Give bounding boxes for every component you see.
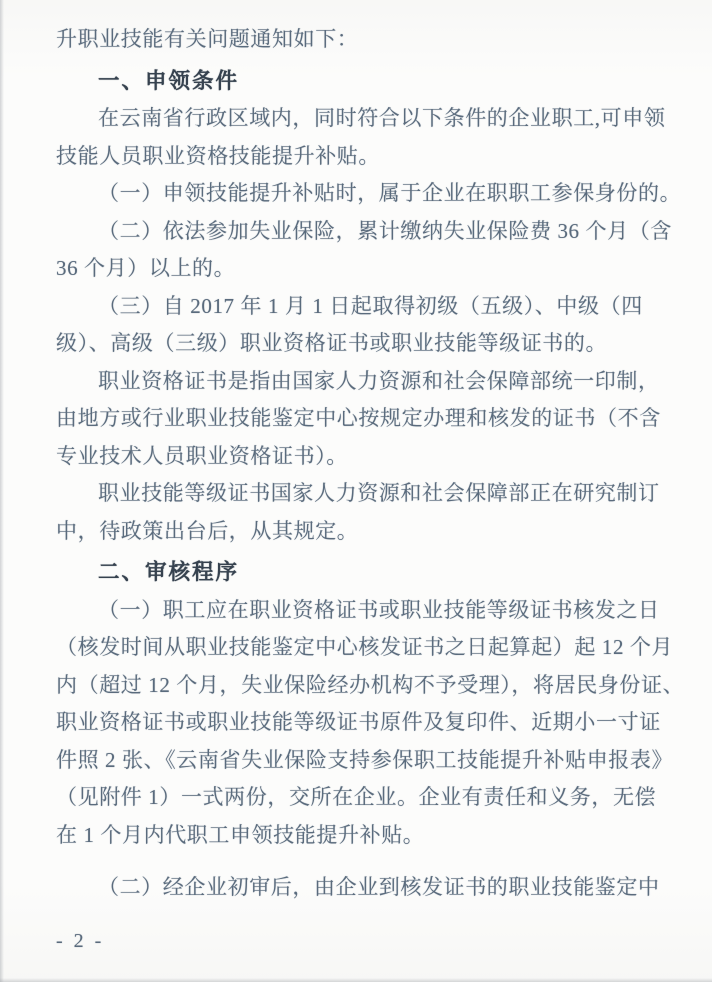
- text-line: （一）职工应在职业资格证书或职业技能等级证书核发之日: [98, 597, 660, 622]
- text-line: 级）、高级（三级）职业资格证书或职业技能等级证书的。: [56, 331, 608, 355]
- text-line: 36 个月）以上的。: [56, 256, 236, 280]
- text-line: （二）经企业初审后，由企业到核发证书的职业技能鉴定中: [98, 875, 660, 899]
- text-line: 升职业技能有关问题通知如下：: [56, 27, 359, 51]
- text-line: （一）申领技能提升补贴时，属于企业在职职工参保身份的。: [98, 181, 682, 205]
- text-line: 内（超过 12 个月，失业保险经办机构不予受理），将居民身份证、: [56, 672, 685, 697]
- text-line: 职业资格证书是指由国家人力资源和社会保障部统一印制，: [98, 368, 660, 393]
- text-line: 职业技能等级证书国家人力资源和社会保障部正在研究制订: [98, 481, 660, 505]
- text-line: 中，待政策出台后，从其规定。: [56, 518, 359, 543]
- text-line: （三）自 2017 年 1 月 1 日起取得初级（五级）、中级（四: [98, 293, 643, 318]
- text-line: 专业技术人员职业资格证书）。: [56, 443, 348, 468]
- page-number: - 2 -: [56, 930, 105, 952]
- text-line: （核发时间从职业技能鉴定中心核发证书之日起算起）起 12 个月: [56, 635, 674, 659]
- text-line: （见附件 1）一式两份，交所在企业。企业有责任和义务，无偿: [56, 785, 657, 809]
- section-heading: 一、申领条件: [98, 68, 240, 93]
- text-line: 件照 2 张、《云南省失业保险支持参保职工技能提升补贴申报表》: [56, 747, 674, 772]
- text-line: 在 1 个月内代职工申领技能提升补贴。: [56, 822, 425, 847]
- document-body: [56, 21, 685, 907]
- text-line: （二）依法参加失业保险，累计缴纳失业保险费 36 个月（含: [98, 218, 672, 243]
- scan-edge-bottom: [0, 978, 712, 982]
- scan-edge-left: [0, 0, 4, 982]
- text-line: 职业资格证书或职业技能等级证书原件及复印件、近期小一寸证: [56, 710, 661, 734]
- text-line: 在云南省行政区域内，同时符合以下条件的企业职工,可申领: [98, 106, 666, 130]
- text-line: 由地方或行业职业技能鉴定中心按规定办理和核发的证书（不含: [56, 406, 661, 430]
- section-heading: 二、审核程序: [98, 560, 240, 584]
- text-line: 技能人员职业资格技能提升补贴。: [56, 143, 380, 168]
